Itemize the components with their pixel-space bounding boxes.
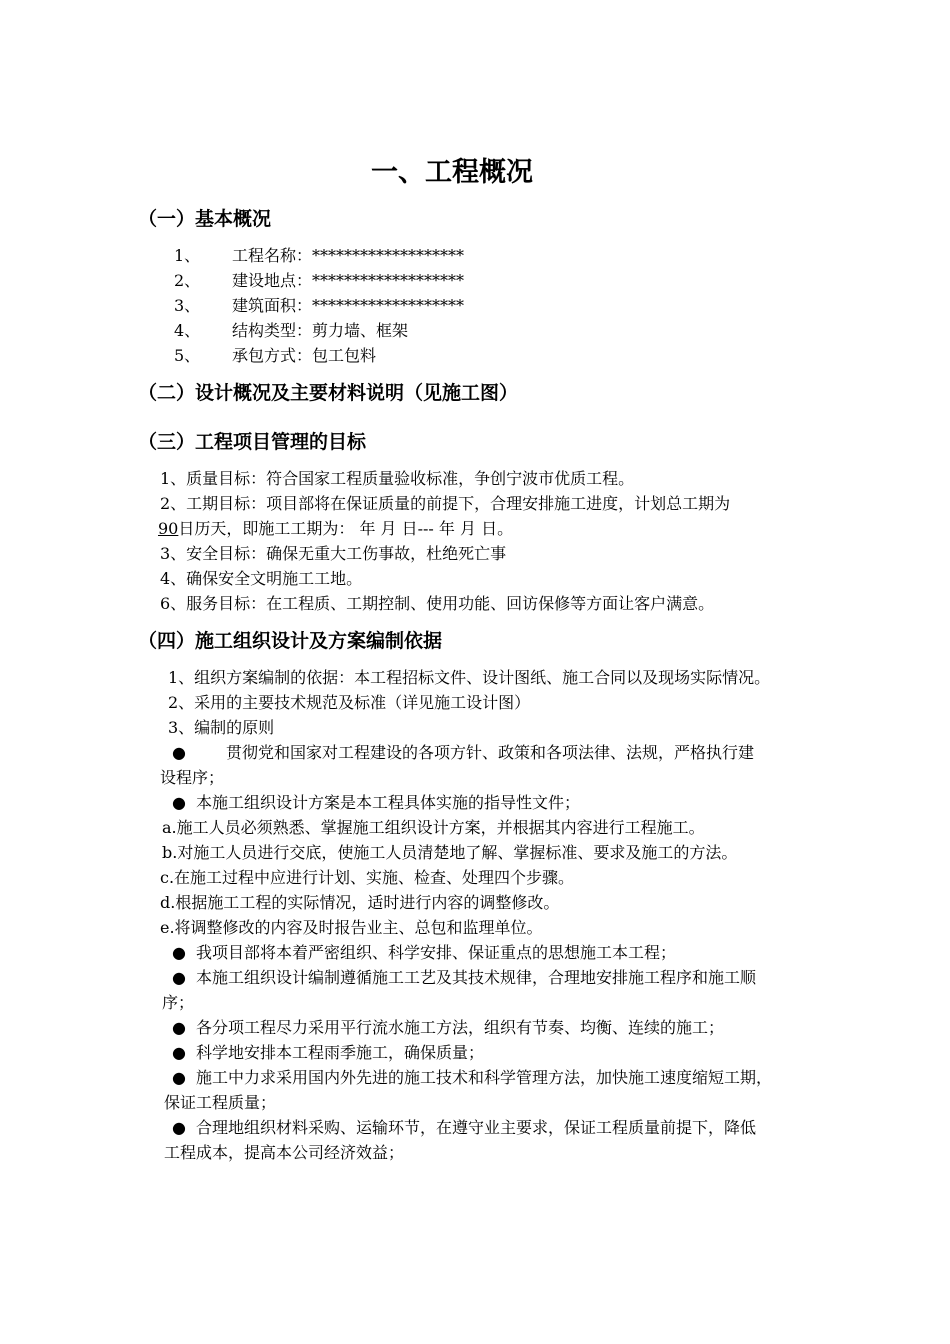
principle-item xyxy=(172,790,580,813)
principle-text: 施工中力求采用国内外先进的施工技术和科学管理方法，加快施工速度缩短工期， xyxy=(196,1068,773,1087)
item-text: 结构类型：剪力墙、框架 xyxy=(232,321,409,340)
bullet-icon: ● xyxy=(172,968,186,987)
principle-item xyxy=(172,1040,484,1063)
bullet-icon: ● xyxy=(172,743,186,762)
bullet-icon: ● xyxy=(172,1068,186,1087)
principle-text: 我项目部将本着严密组织、科学安排、保证重点的思想施工本工程； xyxy=(196,943,677,962)
goal-quality: 1、质量目标：符合国家工程质量验收标准，争创宁波市优质工程。 xyxy=(160,469,635,488)
item-text: 建筑面积：******************* xyxy=(232,296,465,315)
principle-item xyxy=(172,940,676,963)
sub-item-e: e.将调整修改的内容及时报告业主、总包和监理单位。 xyxy=(160,918,543,937)
principle-text: 科学地安排本工程雨季施工，确保质量； xyxy=(196,1043,485,1062)
basis-item: 1、组织方案编制的依据：本工程招标文件、设计图纸、施工合同以及现场实际情况。 xyxy=(168,668,771,687)
bullet-icon: ● xyxy=(172,943,186,962)
item-text: 工程名称：******************* xyxy=(232,246,465,265)
principle-text-cont: 设程序； xyxy=(160,768,225,787)
basic-info-item xyxy=(174,293,464,316)
principle-item xyxy=(172,740,754,763)
principle-text: 本施工组织设计编制遵循施工工艺及其技术规律，合理地安排施工程序和施工顺 xyxy=(196,968,757,987)
sub-item-b: b.对施工人员进行交底，使施工人员清楚地了解、掌握标准、要求及施工的方法。 xyxy=(162,843,738,862)
sub-item-d: d.根据施工工程的实际情况，适时进行内容的调整修改。 xyxy=(160,893,560,912)
section4-heading: （四）施工组织设计及方案编制依据 xyxy=(138,630,443,652)
basic-info-item xyxy=(174,268,464,291)
bullet-icon: ● xyxy=(172,793,186,812)
goal-schedule-cont xyxy=(158,516,513,539)
goal-civilized: 4、确保安全文明施工工地。 xyxy=(160,569,363,588)
principle-text-cont: 序； xyxy=(162,993,195,1012)
principle-text: 本施工组织设计方案是本工程具体实施的指导性文件； xyxy=(196,793,581,812)
basic-info-item xyxy=(174,318,408,341)
basis-item: 3、编制的原则 xyxy=(168,718,275,737)
principle-item xyxy=(172,1065,772,1088)
principle-item xyxy=(172,1015,724,1038)
basis-item: 2、采用的主要技术规范及标准（详见施工设计图） xyxy=(168,693,531,712)
goal-service: 6、服务目标：在工程质、工期控制、使用功能、回访保修等方面让客户满意。 xyxy=(160,594,715,613)
item-text: 承包方式：包工包料 xyxy=(232,346,377,365)
basic-info-item xyxy=(174,343,376,366)
principle-text: 各分项工程尽力采用平行流水施工方法，组织有节奏、均衡、连续的施工； xyxy=(196,1018,725,1037)
section1-heading: （一）基本概况 xyxy=(138,208,272,230)
basic-info-item xyxy=(174,243,464,266)
principle-text: 贯彻党和国家对工程建设的各项方针、政策和各项法律、法规，严格执行建 xyxy=(226,743,755,762)
principle-item xyxy=(172,1115,756,1138)
bullet-icon: ● xyxy=(172,1043,186,1062)
bullet-icon: ● xyxy=(172,1018,186,1037)
goal-schedule: 2、工期目标：项目部将在保证质量的前提下，合理安排施工进度，计划总工期为 xyxy=(160,494,731,513)
section3-heading: （三）工程项目管理的目标 xyxy=(138,431,367,453)
schedule-dates: 日历天，即施工工期为： 年 月 日--- 年 月 日。 xyxy=(178,519,514,538)
bullet-icon: ● xyxy=(172,1118,186,1137)
principle-item xyxy=(172,965,756,988)
goal-safety: 3、安全目标：确保无重大工伤事故，杜绝死亡事 xyxy=(160,544,507,563)
section2-heading: （二）设计概况及主要材料说明（见施工图） xyxy=(138,382,519,404)
item-number: 2、 xyxy=(174,271,201,290)
sub-item-a: a.施工人员必须熟悉、掌握施工组织设计方案，并根据其内容进行工程施工。 xyxy=(162,818,705,837)
principle-text-cont: 保证工程质量； xyxy=(164,1093,277,1112)
sub-item-c: c.在施工过程中应进行计划、实施、检查、处理四个步骤。 xyxy=(160,868,575,887)
page-title: 一、工程概况 xyxy=(371,157,533,188)
item-text: 建设地点：******************* xyxy=(232,271,465,290)
item-number: 3、 xyxy=(174,296,201,315)
item-number: 5、 xyxy=(174,346,201,365)
item-number: 1、 xyxy=(174,246,201,265)
principle-text-cont: 工程成本，提高本公司经济效益； xyxy=(164,1143,405,1162)
total-days: 90 xyxy=(158,519,179,538)
item-number: 4、 xyxy=(174,321,201,340)
principle-text: 合理地组织材料采购、运输环节，在遵守业主要求，保证工程质量前提下，降低 xyxy=(196,1118,757,1137)
